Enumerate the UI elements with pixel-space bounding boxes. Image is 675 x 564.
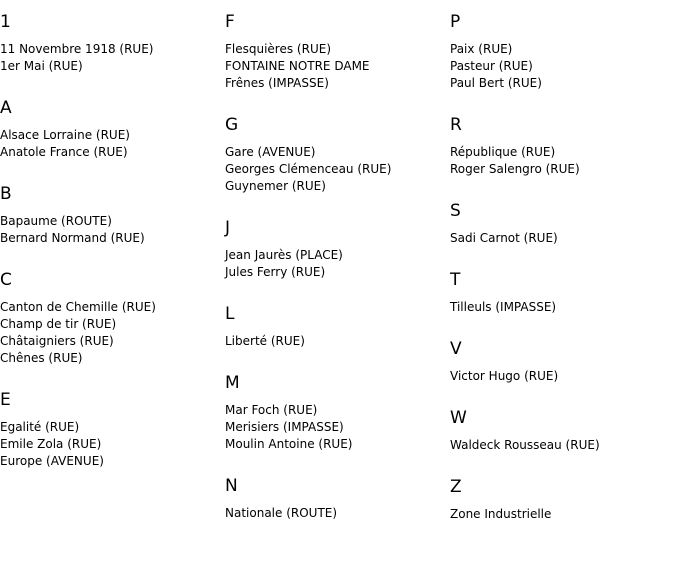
street-link[interactable]: Chênes (RUE) <box>0 351 83 365</box>
street-link[interactable]: Frênes (IMPASSE) <box>225 76 329 90</box>
letter-group-m <box>225 373 445 453</box>
street-list <box>450 299 670 316</box>
street-list <box>450 368 670 385</box>
street-link[interactable]: Pasteur (RUE) <box>450 59 533 73</box>
street-link[interactable]: Canton de Chemille (RUE) <box>0 300 156 314</box>
street-link[interactable]: Waldeck Rousseau (RUE) <box>450 438 600 452</box>
letter-group-b <box>0 184 220 247</box>
letter-heading: 1 <box>0 12 11 32</box>
street-link[interactable]: Emile Zola (RUE) <box>0 437 102 451</box>
letter-heading: F <box>225 12 235 32</box>
letter-heading: C <box>0 270 12 290</box>
street-link[interactable]: République (RUE) <box>450 145 556 159</box>
letter-heading: L <box>225 304 235 324</box>
street-list <box>450 41 670 92</box>
letter-heading: P <box>450 12 461 32</box>
letter-group-c <box>0 270 220 367</box>
letter-heading: A <box>0 98 12 118</box>
letter-heading: T <box>450 270 461 290</box>
street-list <box>225 402 445 453</box>
street-link[interactable]: Paix (RUE) <box>450 42 513 56</box>
street-link[interactable]: Roger Salengro (RUE) <box>450 162 580 176</box>
letter-heading: W <box>450 408 467 428</box>
street-link[interactable]: Gare (AVENUE) <box>225 145 316 159</box>
street-link[interactable]: Jean Jaurès (PLACE) <box>225 248 343 262</box>
street-list <box>225 333 445 350</box>
street-link[interactable]: Guynemer (RUE) <box>225 179 326 193</box>
street-list <box>0 213 220 247</box>
letter-group-z <box>450 477 670 523</box>
letter-group-p <box>450 12 670 92</box>
street-link[interactable]: Anatole France (RUE) <box>0 145 128 159</box>
street-link[interactable]: Nationale (ROUTE) <box>225 506 338 520</box>
letter-group-e <box>0 390 220 470</box>
street-index-column-1 <box>0 12 220 470</box>
letter-heading: G <box>225 115 239 135</box>
letter-heading: S <box>450 201 461 221</box>
street-index-column-2 <box>225 12 445 522</box>
letter-group-r <box>450 115 670 178</box>
street-list <box>225 505 445 522</box>
letter-group-n <box>225 476 445 522</box>
street-link[interactable]: Europe (AVENUE) <box>0 454 104 468</box>
street-link[interactable]: Tilleuls (IMPASSE) <box>450 300 557 314</box>
street-link[interactable]: FONTAINE NOTRE DAME <box>225 59 370 73</box>
street-link[interactable]: Châtaigniers (RUE) <box>0 334 114 348</box>
street-list <box>225 144 445 195</box>
street-list <box>450 144 670 178</box>
letter-group-1 <box>0 12 220 75</box>
street-link[interactable]: 11 Novembre 1918 (RUE) <box>0 42 154 56</box>
street-link[interactable]: Champ de tir (RUE) <box>0 317 117 331</box>
street-list <box>450 230 670 247</box>
street-link[interactable]: Flesquières (RUE) <box>225 42 331 56</box>
street-list <box>450 506 670 523</box>
street-list <box>225 247 445 281</box>
street-link[interactable]: Jules Ferry (RUE) <box>225 265 326 279</box>
street-link[interactable]: Merisiers (IMPASSE) <box>225 420 344 434</box>
street-link[interactable]: Liberté (RUE) <box>225 334 305 348</box>
street-link[interactable]: Paul Bert (RUE) <box>450 76 542 90</box>
street-list <box>0 299 220 367</box>
letter-heading: V <box>450 339 462 359</box>
letter-heading: M <box>225 373 240 393</box>
letter-group-s <box>450 201 670 247</box>
street-list <box>450 437 670 454</box>
street-link[interactable]: Sadi Carnot (RUE) <box>450 231 558 245</box>
letter-group-w <box>450 408 670 454</box>
street-link[interactable]: Bernard Normand (RUE) <box>0 231 145 245</box>
letter-group-j <box>225 218 445 281</box>
street-link[interactable]: Alsace Lorraine (RUE) <box>0 128 130 142</box>
street-list <box>225 41 445 92</box>
street-link[interactable]: Moulin Antoine (RUE) <box>225 437 353 451</box>
letter-group-a <box>0 98 220 161</box>
letter-heading: R <box>450 115 462 135</box>
letter-heading: B <box>0 184 12 204</box>
street-list <box>0 127 220 161</box>
letter-group-f <box>225 12 445 92</box>
street-link[interactable]: Mar Foch (RUE) <box>225 403 318 417</box>
letter-group-t <box>450 270 670 316</box>
letter-group-g <box>225 115 445 195</box>
street-link[interactable]: Victor Hugo (RUE) <box>450 369 559 383</box>
street-link[interactable]: Zone Industrielle <box>450 507 552 521</box>
letter-heading: E <box>0 390 11 410</box>
street-index-column-3 <box>450 12 670 523</box>
letter-group-v <box>450 339 670 385</box>
letter-heading: Z <box>450 477 462 497</box>
letter-heading: J <box>225 218 231 238</box>
street-link[interactable]: Georges Clémenceau (RUE) <box>225 162 392 176</box>
street-link[interactable]: Bapaume (ROUTE) <box>0 214 112 228</box>
street-list <box>0 41 220 75</box>
street-list <box>0 419 220 470</box>
letter-heading: N <box>225 476 238 496</box>
street-link[interactable]: 1er Mai (RUE) <box>0 59 83 73</box>
street-link[interactable]: Egalité (RUE) <box>0 420 80 434</box>
letter-group-l <box>225 304 445 350</box>
